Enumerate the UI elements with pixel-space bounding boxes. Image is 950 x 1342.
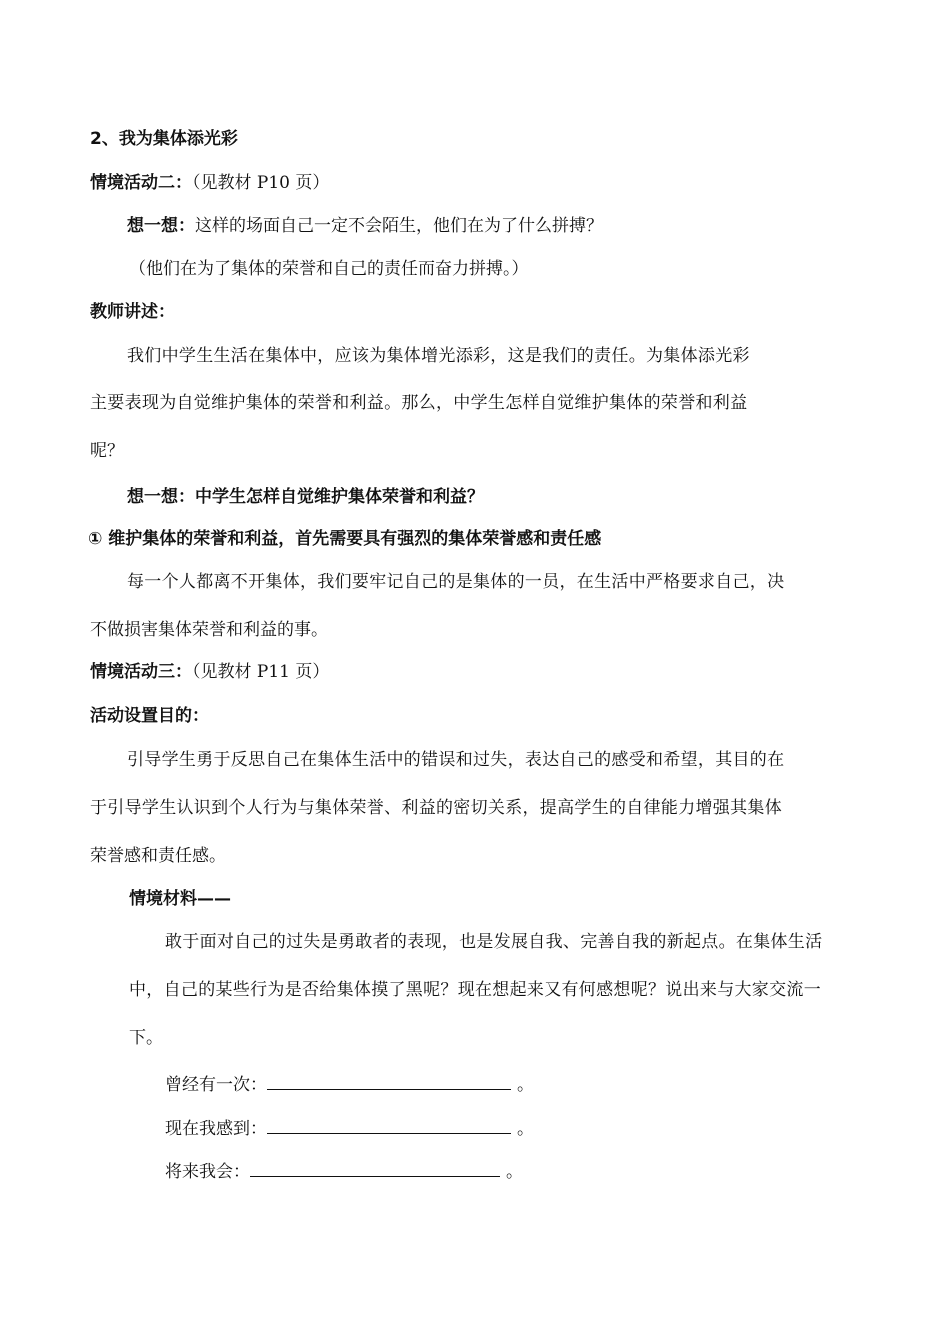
material-line-3: 下。	[129, 1028, 163, 1048]
material-label: 情境材料——	[129, 889, 231, 909]
material-line-1: 敢于面对自己的过失是勇敢者的表现，也是发展自我、完善自我的新起点。在集体生活	[165, 932, 823, 952]
teacher-paragraph-line-2: 主要表现为自觉维护集体的荣誉和利益。那么，中学生怎样自觉维护集体的荣誉和利益	[90, 393, 748, 413]
now-label: 现在我感到：	[165, 1119, 267, 1139]
once-end-mark: 。	[517, 1075, 534, 1095]
once-answer-blank[interactable]	[267, 1071, 511, 1090]
fill-in-future	[165, 1158, 523, 1184]
teacher-label: 教师讲述：	[90, 302, 175, 322]
think-question-2: 想一想：中学生怎样自觉维护集体荣誉和利益？	[127, 487, 484, 507]
future-label: 将来我会：	[165, 1162, 250, 1182]
once-label: 曾经有一次：	[165, 1075, 267, 1095]
activity3-label: 情境活动三：	[90, 662, 192, 682]
future-answer-blank[interactable]	[250, 1158, 500, 1177]
material-line-2: 中，自己的某些行为是否给集体摸了黑呢？现在想起来又有何感想呢？说出来与大家交流一	[129, 980, 821, 1000]
activity2-label: 情境活动二：	[90, 173, 192, 193]
purpose-label: 活动设置目的：	[90, 706, 209, 726]
section-heading: 2、我为集体添光彩	[90, 129, 238, 149]
think-question-1	[127, 214, 603, 238]
point-1-line-1: 每一个人都离不开集体，我们要牢记自己的是集体的一员，在生活中严格要求自己，决	[127, 572, 785, 592]
purpose-line-3: 荣誉感和责任感。	[90, 846, 226, 866]
activity2-heading	[90, 171, 329, 195]
fill-in-now	[165, 1115, 534, 1141]
activity3-heading	[90, 660, 329, 684]
activity3-ref: （见教材 P11 页）	[192, 662, 330, 682]
fill-in-once	[165, 1071, 534, 1097]
now-end-mark: 。	[517, 1119, 534, 1139]
think-text: 这样的场面自己一定不会陌生，他们在为了什么拼搏？	[195, 216, 603, 236]
now-answer-blank[interactable]	[267, 1115, 511, 1134]
point-1-line-2: 不做损害集体荣誉和利益的事。	[90, 620, 328, 640]
think-label: 想一想：	[127, 216, 195, 236]
teacher-paragraph-line-1: 我们中学生生活在集体中，应该为集体增光添彩，这是我们的责任。为集体添光彩	[127, 346, 750, 366]
point-1: ① 维护集体的荣誉和利益，首先需要具有强烈的集体荣誉感和责任感	[88, 529, 602, 549]
activity2-ref: （见教材 P10 页）	[192, 173, 330, 193]
answer-text: （他们在为了集体的荣誉和自己的责任而奋力拼搏。）	[129, 259, 529, 279]
future-end-mark: 。	[506, 1162, 523, 1182]
teacher-paragraph-line-3: 呢？	[90, 441, 124, 461]
purpose-line-2: 于引导学生认识到个人行为与集体荣誉、利益的密切关系，提高学生的自律能力增强其集体	[90, 798, 782, 818]
purpose-line-1: 引导学生勇于反思自己在集体生活中的错误和过失，表达自己的感受和希望，其目的在	[127, 750, 785, 770]
